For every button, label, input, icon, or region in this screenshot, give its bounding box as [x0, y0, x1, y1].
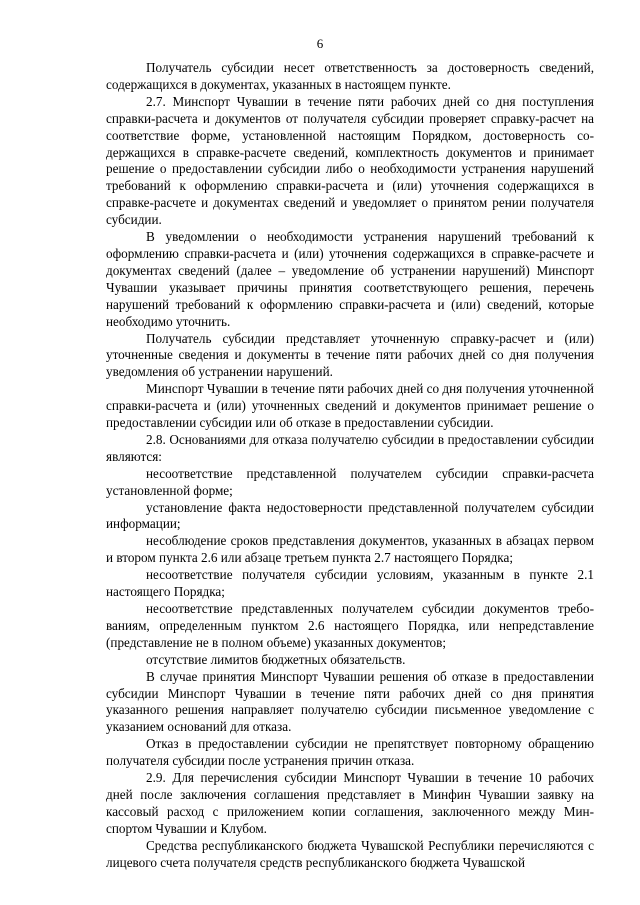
paragraph: несоответствие получателя субсидии условиям, указанным в пункте 2.1 настоящего Порядка; [106, 567, 594, 600]
paragraph: Отказ в предоставлении субсидии не препятствует повторному обращению получателя субсидии после устранения причин отказа. [106, 736, 594, 769]
paragraph: несоответствие представленной получателем субсидии справки-расчета установленной форме; [106, 465, 594, 498]
paragraph: 2.7. Минспорт Чувашии в течение пяти рабочих дней со дня поступления справки-расчета и документов от получателя субсидии проверяет справку-расчет на соответствие форме, установленной настоящим Порядком, достоверность содержащихся в справке-расчете сведений, комплектность документов и принимает решение о предоставлении субсидии либо о необходимости устранения нарушений требований к оформлению справки-расчета и (или) уточнения содержащихся в справке-расчете и документах сведений и уведомляет о принятом рении получателя субсидии. [106, 93, 594, 228]
body-text [106, 60, 594, 872]
paragraph: Получатель субсидии представляет уточненную справку-расчет и (или) уточненные сведения и документы в течение пяти рабочих дней со дня получения уведомления об устранении нарушений. [106, 330, 594, 380]
paragraph: Получатель субсидии несет ответственность за достоверность сведений, содержащихся в документах, указанных в настоящем пункте. [106, 60, 594, 92]
paragraph: несоблюдение сроков представления документов, указанных в абзацах первом и втором пункта 2.6 или абзаце третьем пункта 2.7 настоящего Порядка; [106, 533, 594, 566]
paragraph: Минспорт Чувашии в течение пяти рабочих дней со дня получения уточненной справки-расчета и (или) уточненных сведений и документов принимает решение о предоставлении субсидии или об отказе в предоставлении субсидии. [106, 381, 594, 431]
paragraph: установление факта недостоверности представленной получателем субсидии информации; [106, 499, 594, 532]
paragraph: Средства республиканского бюджета Чувашской Республики перечисляются с лицевого счета получателя средств республиканского бюджета Чувашской [106, 837, 594, 870]
paragraph: В случае принятия Минспорт Чувашии решения об отказе в предоставлении субсидии Минспорт Чувашии в течение пяти рабочих дней со дня принятия указанного решения направляет получателю субсидии письменное уведомление с указанием оснований для отказа. [106, 668, 594, 735]
paragraph: отсутствие лимитов бюджетных обязательств. [146, 651, 406, 667]
paragraph: 2.8. Основаниями для отказа получателю субсидии в предоставлении субсидии являются: [106, 431, 594, 464]
paragraph: несоответствие представленных получателем субсидии документов требованиям, определенным пунктом 2.6 настоящего Порядка, или непредставление (представление не в полном объеме) указанных документов; [106, 601, 594, 650]
paragraph: В уведомлении о необходимости устранения нарушений требований к оформлению справки-расчета и (или) уточнения содержащихся в справке-расчете и документах сведений (далее – уведомление об устранении нарушений) Минспорт Чувашии указывает причины принятия соответствующего решения, перечень нарушений требований к оформлению справки-расчета и (или) сведений, которые необходимо уточнить. [106, 229, 594, 329]
page-number: 6 [316, 36, 324, 51]
paragraph: 2.9. Для перечисления субсидии Минспорт Чувашии в течение 10 рабочих дней после заключения соглашения представляет в Минфин Чувашии заявку на кассовый расход с приложением копии соглашения, заключенного между Минспортом Чувашии и Клубом. [106, 770, 594, 836]
